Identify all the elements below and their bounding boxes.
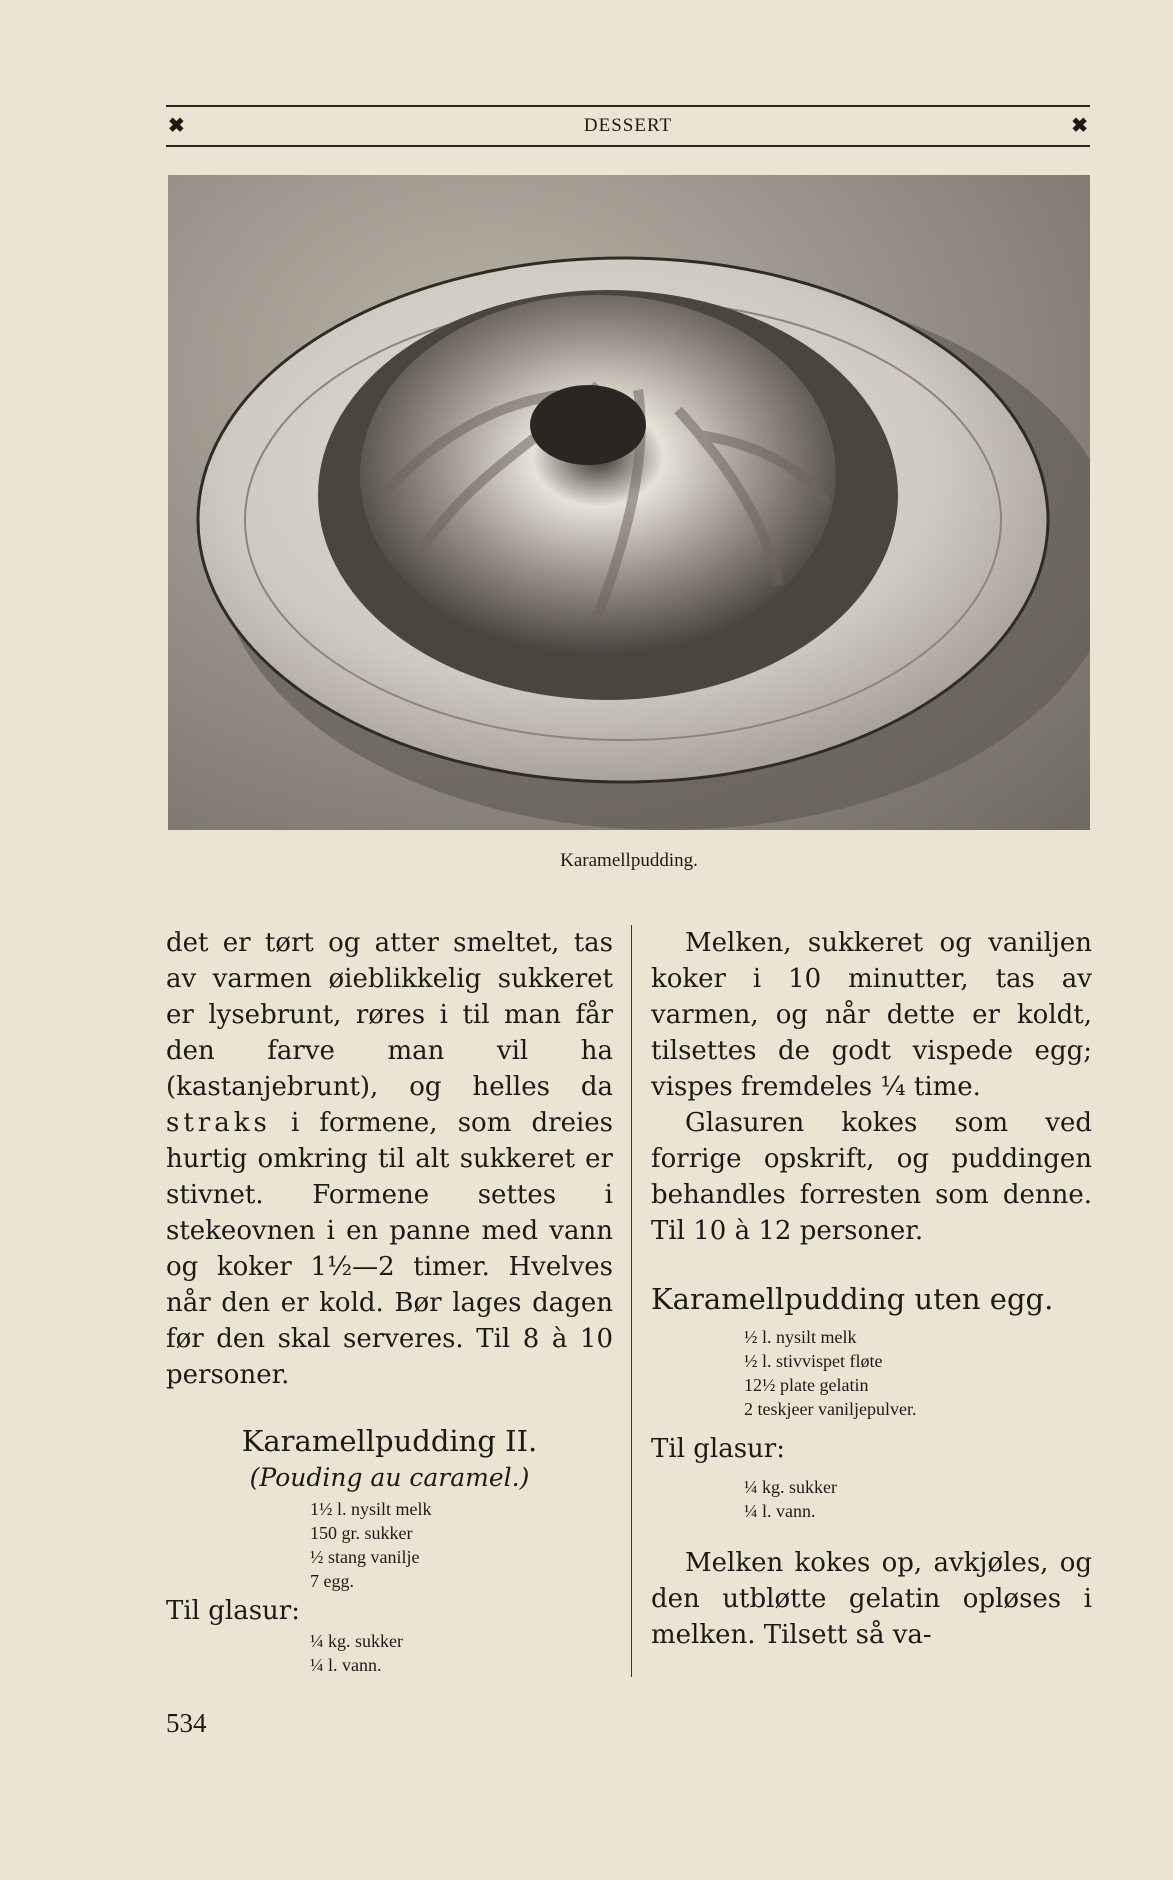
pudding-center-hole xyxy=(530,385,646,465)
glaze-ingredient-item: ¼ kg. sukker xyxy=(744,1477,837,1497)
page-number: 534 xyxy=(166,1708,207,1738)
glaze-label-uten-egg: Til glasur: xyxy=(651,1434,785,1464)
pudding-illustration xyxy=(168,175,1090,830)
recipe-title-karamellpudding-ii: Karamellpudding II. xyxy=(241,1424,538,1458)
right-paragraph-2: Glasuren kokes som ved forrige opskrift, og puddingen behandles forresten som denne. Til 10 à 12 personer. xyxy=(651,1108,1092,1246)
ingredient-item: ½ stang vanilje xyxy=(310,1547,420,1567)
ingredient-list-uten-egg xyxy=(744,1325,1092,1421)
left-column xyxy=(166,925,613,1677)
photo-caption: Karamellpudding. xyxy=(560,850,698,871)
ingredient-list xyxy=(310,1497,613,1593)
ingredient-item: ½ l. nysilt melk xyxy=(744,1327,857,1347)
glaze-ingredient-item: ¼ kg. sukker xyxy=(310,1631,403,1651)
header-ornament-right: ✖ xyxy=(1071,113,1088,137)
running-header xyxy=(166,105,1090,147)
column-divider xyxy=(631,925,632,1677)
right-paragraph-1: Melken, sukkeret og vaniljen koker i 10 minutter, tas av varmen, og når dette er koldt, tilsettes de godt vispede egg; vispes fremdeles ¼ time. xyxy=(651,928,1092,1102)
header-ornament-left: ✖ xyxy=(168,113,185,137)
pudding-photo xyxy=(168,175,1090,830)
ingredient-item: 1½ l. nysilt melk xyxy=(310,1499,432,1519)
ingredient-item: 2 teskjeer vaniljepulver. xyxy=(744,1399,917,1419)
glaze-ingredient-item: ¼ l. vann. xyxy=(744,1501,816,1521)
recipe-title-uten-egg: Karamellpudding uten egg. xyxy=(651,1282,1054,1316)
glaze-ingredient-list-uten-egg xyxy=(744,1475,1092,1523)
right-paragraph-3: Melken kokes op, avkjøles, og den utbløtte gelatin opløses i melken. Tilsett så va- xyxy=(651,1548,1092,1650)
left-paragraph-emphasis: straks xyxy=(166,1108,271,1138)
glaze-label: Til glasur: xyxy=(166,1596,300,1626)
ingredient-item: 12½ plate gelatin xyxy=(744,1375,869,1395)
glaze-ingredient-list xyxy=(310,1629,613,1677)
right-column xyxy=(651,925,1092,1653)
left-paragraph-text-1: det er tørt og atter smeltet, tas av varmen øieblikkelig sukkeret er lysebrunt, røres i til man får den farve man vil ha (kastanjebrunt), og helles da xyxy=(166,928,613,1102)
glaze-ingredient-item: ¼ l. vann. xyxy=(310,1655,382,1675)
ingredient-item: 150 gr. sukker xyxy=(310,1523,413,1543)
ingredient-item: ½ l. stivvispet fløte xyxy=(744,1351,883,1371)
header-title: DESSERT xyxy=(583,115,673,136)
recipe-subtitle: (Pouding au caramel.) xyxy=(249,1463,530,1492)
ingredient-item: 7 egg. xyxy=(310,1571,354,1591)
left-paragraph xyxy=(166,925,613,1393)
left-paragraph-text-2: i formene, som dreies hurtig omkring til alt sukkeret er stivnet. Formene settes i stekeovnen i en panne med vann og koker 1½—2 timer. Hvelves når den er kold. Bør lages dagen før den skal serveres. Til 8 à 10 personer. xyxy=(166,1108,613,1390)
